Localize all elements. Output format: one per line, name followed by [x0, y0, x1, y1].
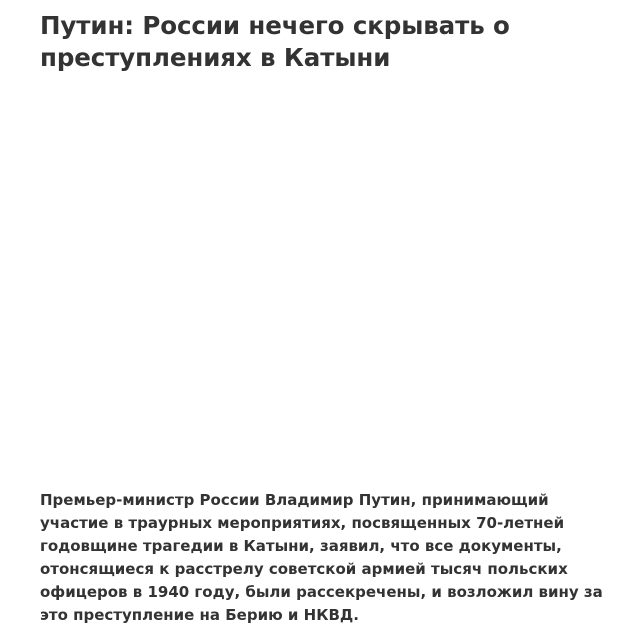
- article-title: Путин: России нечего скрывать о преступлениях в Катыни: [40, 11, 510, 72]
- article-lead: Премьер-министр России Владимир Путин, принимающий участие в траурных мероприятиях, посвященных 70-летней годовщине трагедии в Катыни, заявил, что все документы, отонсящиеся к расстрелу советской армией тысяч польских офицеров в 1940 году, были рассекречены, и возложил вину за это преступление на Берию и НКВД.: [40, 491, 603, 624]
- article-image-placeholder: [40, 92, 620, 477]
- article: [40, 0, 620, 635]
